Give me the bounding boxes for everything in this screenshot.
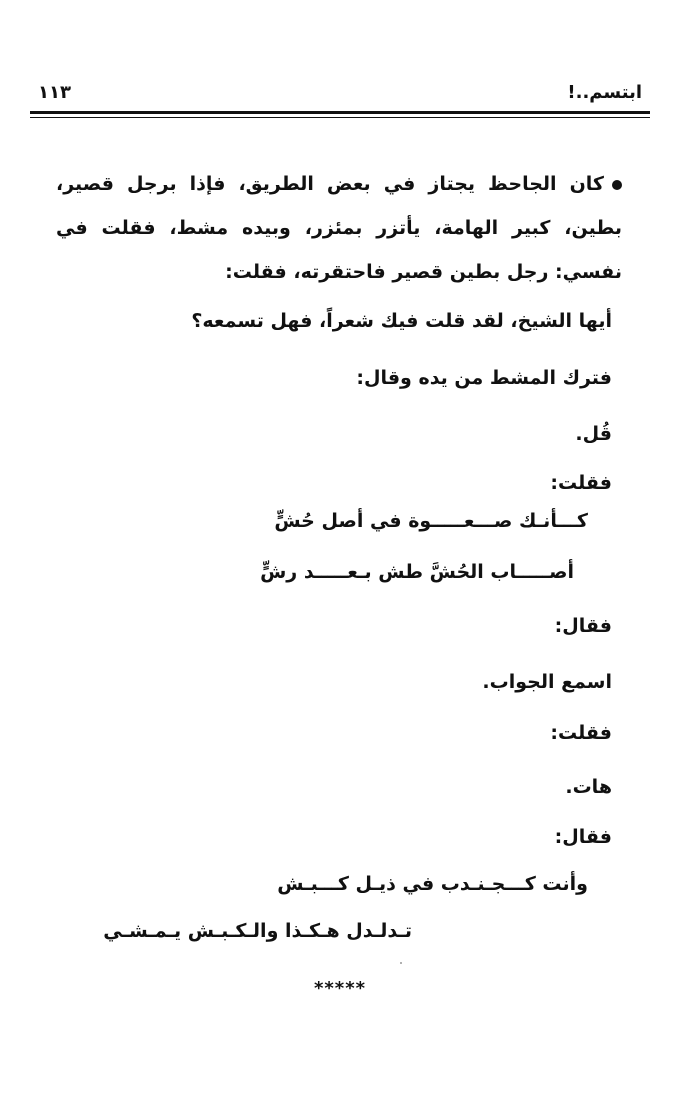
opening-paragraph — [56, 162, 622, 294]
reaction-line: فترك المشط من يده وقال: — [356, 367, 612, 389]
running-header — [38, 82, 642, 108]
he-said-line-2: فقال: — [554, 826, 612, 848]
give-line: هات. — [565, 776, 612, 798]
he-said-line: فقال: — [554, 615, 612, 637]
verse-2-first-hemistich: وأنت كـــجـنـدب في ذيـل كـــبـش — [277, 873, 588, 895]
section-separator: ***** — [313, 978, 367, 999]
say-line: قُل. — [575, 423, 612, 445]
header-rule-thin — [30, 117, 650, 118]
verse-1-first-hemistich: كـــأنـك صـــعـــــوة في أصل حُشٍّ — [274, 510, 588, 532]
listen-line: اسمع الجواب. — [482, 671, 612, 693]
page-number: ١١٣ — [38, 82, 71, 103]
opening-paragraph-text: كان الجاحظ يجتاز في بعض الطريق، فإذا برجل قصير، بطين، كبير الهامة، يأتزر بمئزر، وبيده مشط، فقلت في نفسي: رجل بطين قصير فاحتقرته، فقلت: — [56, 173, 622, 283]
question-line: أيها الشيخ، لقد قلت فيك شعراً، فهل تسمعه؟ — [191, 310, 612, 332]
print-speck — [400, 962, 402, 964]
bullet-icon — [612, 180, 622, 190]
book-title: ابتسم..! — [567, 82, 642, 103]
i-said-line-2: فقلت: — [550, 722, 612, 744]
verse-2-second-hemistich: تـدلـدل هـكـذا والـكـبـش يـمـشـي — [103, 920, 412, 942]
i-said-line: فقلت: — [550, 472, 612, 494]
verse-1-second-hemistich: أصـــــاب الحُشَّ طش بـعـــــد رشٍّ — [260, 561, 574, 583]
header-rule-thick — [30, 111, 650, 114]
